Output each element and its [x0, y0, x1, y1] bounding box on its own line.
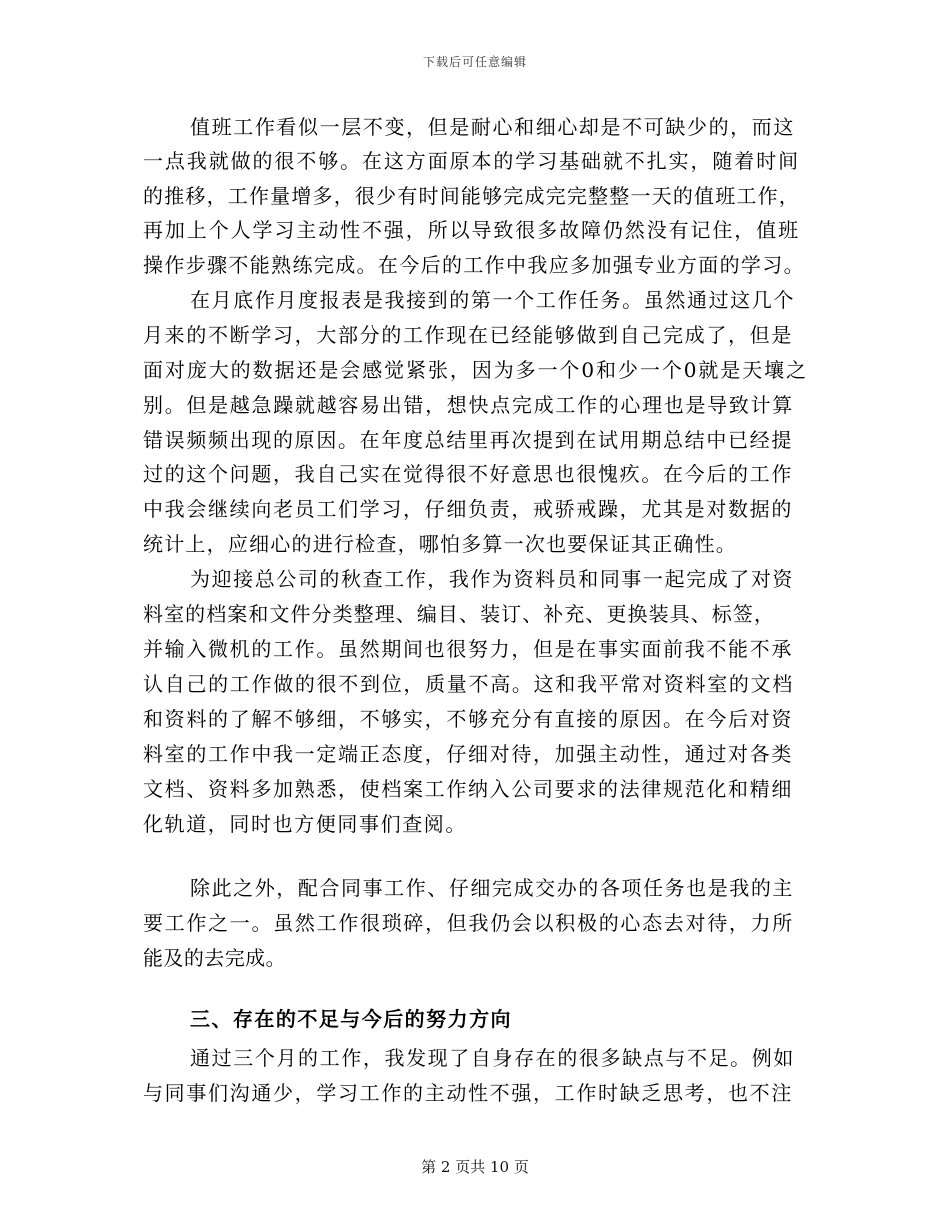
text-line	[0, 459, 950, 489]
text-line	[0, 355, 950, 385]
text-line	[0, 599, 950, 629]
text-line-content: 化轨道，同时也方便同事们查阅。	[143, 812, 467, 836]
text-line-content: 和资料的了解不够细，不够实，不够充分有直接的原因。在今后对资	[143, 707, 793, 731]
text-line	[0, 285, 950, 315]
text-line-content: 三、存在的不足与今后的努力方向	[190, 1007, 512, 1031]
text-line	[0, 529, 950, 559]
text-line-content: 要工作之一。虽然工作很琐碎，但我仍会以积极的心态去对待，力所	[143, 911, 794, 935]
text-line	[0, 774, 950, 804]
text-line-content: 料室的工作中我一定端正态度，仔细对待，加强主动性，通过对各类	[143, 742, 793, 766]
text-line-content: 面对庞大的数据还是会感觉紧张，因为多一个0和少一个0就是天壤之	[143, 358, 808, 382]
text-line-content: 并输入微机的工作。虽然期间也很努力，但是在事实面前我不能不承	[143, 637, 793, 661]
text-line-content: 一点我就做的很不够。在这方面原本的学习基础就不扎实，随着时间	[143, 149, 800, 173]
text-line-content: 除此之外，配合同事工作、仔细完成交办的各项任务也是我的主	[190, 876, 794, 900]
text-line	[0, 739, 950, 769]
text-line	[0, 215, 950, 245]
text-line	[0, 704, 950, 734]
text-line-content: 中我会继续向老员工们学习，仔细负责，戒骄戒躁，尤其是对数据的	[143, 497, 793, 521]
text-line	[0, 669, 950, 699]
text-line-content: 操作步骤不能熟练完成。在今后的工作中我应多加强专业方面的学习。	[143, 253, 805, 277]
text-line	[0, 320, 950, 350]
section-heading	[0, 1004, 950, 1034]
text-line	[0, 908, 950, 938]
text-line-content: 能及的去完成。	[143, 946, 286, 970]
text-line-content: 别。但是越急躁就越容易出错，想快点完成工作的心理也是导致计算	[143, 393, 794, 417]
page-footer: 第 2 页共 10 页	[421, 1158, 529, 1176]
text-line-content: 认自己的工作做的很不到位，质量不高。这和我平常对资料室的文档	[143, 672, 794, 696]
text-line	[0, 634, 950, 664]
text-line-content: 再加上个人学习主动性不强，所以导致很多故障仍然没有记住，值班	[143, 218, 800, 242]
text-line	[0, 943, 950, 973]
text-line	[0, 112, 950, 142]
text-line	[0, 809, 950, 839]
text-line	[0, 425, 950, 455]
text-line-content: 为迎接总公司的秋查工作，我作为资料员和同事一起完成了对资	[190, 567, 794, 591]
text-line	[0, 564, 950, 594]
page-header: 下载后可任意编辑	[422, 55, 527, 69]
text-line-content: 错误频频出现的原因。在年度总结里再次提到在试用期总结中已经提	[143, 428, 793, 452]
text-line-content: 在月底作月度报表是我接到的第一个工作任务。虽然通过这几个	[190, 288, 795, 312]
text-line	[0, 181, 950, 211]
text-line-content: 的推移，工作量增多，很少有时间能够完成完完整整一天的值班工作，	[143, 184, 800, 208]
text-line	[0, 1043, 950, 1073]
text-line	[0, 494, 950, 524]
text-line-content: 通过三个月的工作，我发现了自身存在的很多缺点与不足。例如	[190, 1046, 795, 1070]
text-line	[0, 250, 950, 280]
text-line-content: 与同事们沟通少，学习工作的主动性不强，工作时缺乏思考，也不注	[143, 1081, 793, 1105]
text-line	[0, 390, 950, 420]
text-line	[0, 873, 950, 903]
text-line-content: 文档、资料多加熟悉，使档案工作纳入公司要求的法律规范化和精细	[143, 777, 793, 801]
text-line	[0, 146, 950, 176]
text-line-content: 月来的不断学习，大部分的工作现在已经能够做到自己完成了，但是	[143, 323, 793, 347]
text-line-content: 过的这个问题，我自己实在觉得很不好意思也很愧疚。在今后的工作	[143, 462, 793, 486]
text-line-content: 值班工作看似一层不变，但是耐心和细心却是不可缺少的，而这	[190, 115, 795, 139]
text-line-content: 统计上，应细心的进行检查，哪怕多算一次也要保证其正确性。	[143, 532, 737, 556]
text-line	[0, 1078, 950, 1108]
text-line-content: 料室的档案和文件分类整理、编目、装订、补充、更换装具、标签，	[143, 602, 775, 626]
